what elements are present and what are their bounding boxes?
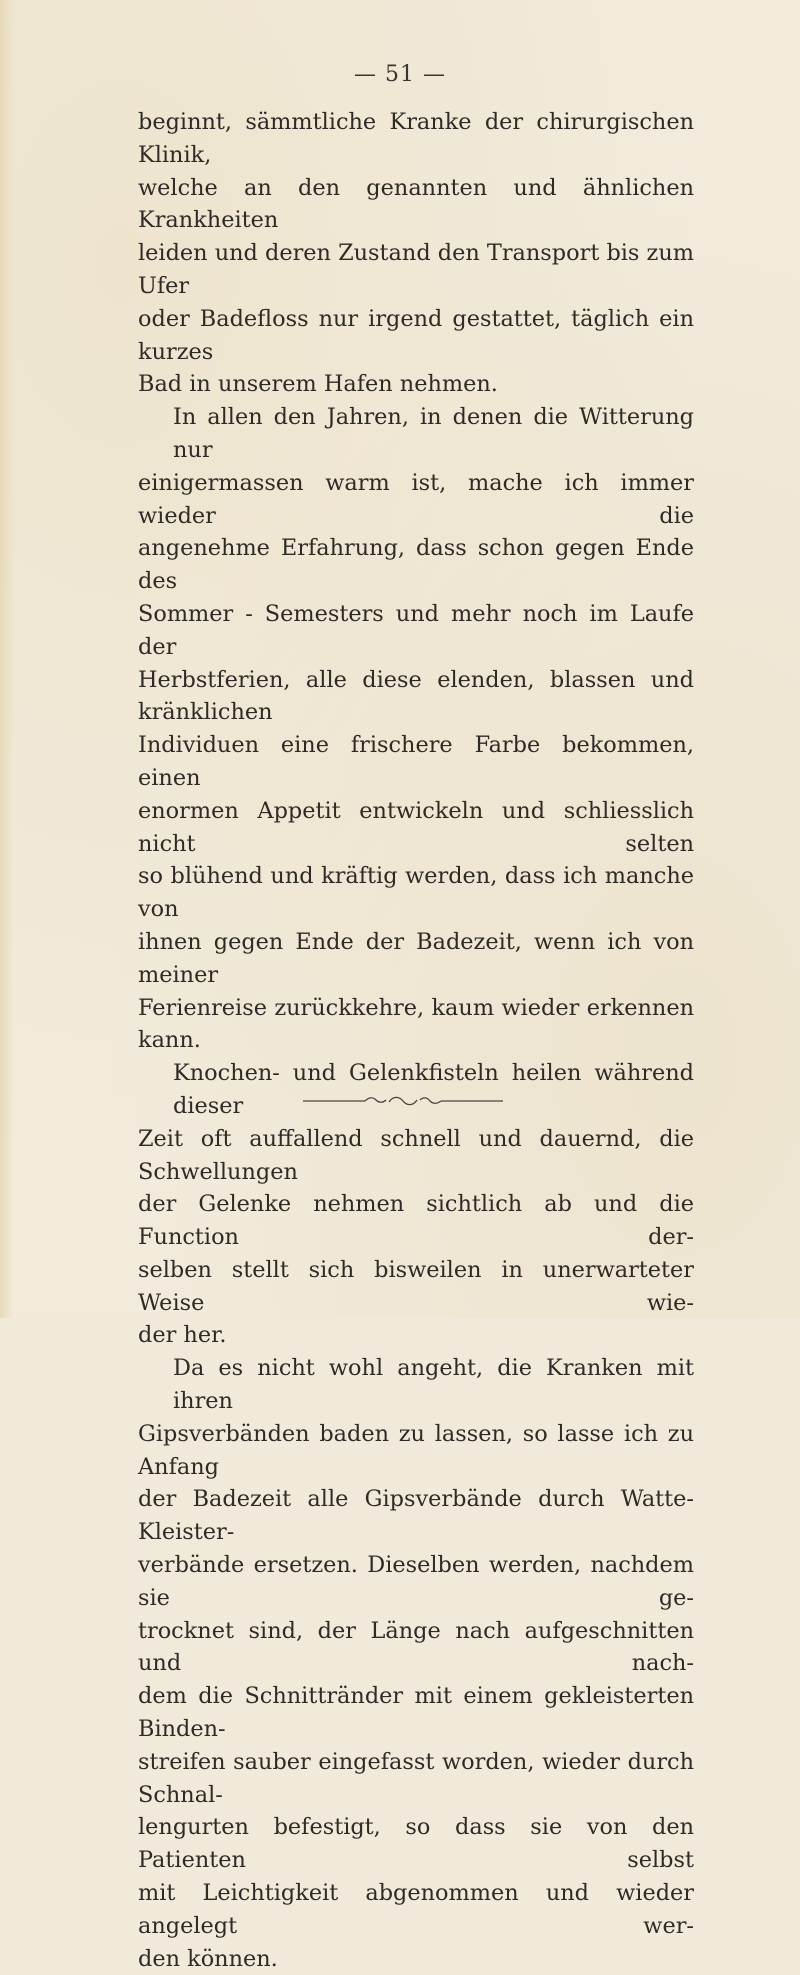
text-line: der Badezeit alle Gipsverbände durch Watte-Kleister- [138,1486,694,1546]
text-line: Zeit oft auffallend schnell und dauernd, die Schwellungen [138,1125,694,1185]
text-line: ihnen gegen Ende der Badezeit, wenn ich von meiner [138,928,694,988]
text-line: lengurten befestigt, so dass sie von den Patienten selbst [138,1814,694,1874]
text-line: Gipsverbänden baden zu lassen, so lasse ich zu Anfang [138,1420,694,1480]
text-line: streifen sauber eingefasst worden, wieder durch Schnal- [138,1748,694,1808]
text-line: der Gelenke nehmen sichtlich ab und die Function der- [138,1191,694,1251]
text-line: welche an den genannten und ähnlichen Krankheiten [138,174,694,234]
text-line: trocknet sind, der Länge nach aufgeschnitten und nach- [138,1617,694,1677]
text-line: oder Badefloss nur irgend gestattet, täglich ein kurzes [138,305,694,365]
paragraph-end-line: den können. [138,1945,278,1972]
text-line: so blühend und kräftig werden, dass ich manche von [138,863,694,923]
page-edge-shadow [0,0,14,1318]
body-text [138,106,694,1975]
text-line: verbände ersetzen. Dieselben werden, nachdem sie ge- [138,1552,694,1611]
paragraph-end-line: der her. [138,1322,227,1349]
text-line: mit Leichtigkeit abgenommen und wieder angelegt wer- [138,1880,694,1939]
text-line: Herbstferien, alle diese elenden, blassen und kränklichen [138,666,694,726]
text-line: Sommer - Semesters und mehr noch im Laufe der [138,600,694,660]
text-line: dem die Schnittränder mit einem gekleisterten Binden- [138,1683,694,1743]
text-line: Individuen eine frischere Farbe bekommen, einen [138,732,694,791]
text-line: beginnt, sämmtliche Kranke der chirurgischen Klinik, [138,109,694,168]
text-line: enormen Appetit entwickeln und schliesslich nicht selten [138,797,694,857]
paragraph-end-line: Ferienreise zurückkehre, kaum wieder erkennen kann. [138,994,694,1054]
page-number: — 51 — [354,62,446,87]
paragraph-start-line: In allen den Jahren, in denen die Witterung nur [173,404,694,463]
text-line: leiden und deren Zustand den Transport bis zum Ufer [138,240,694,299]
end-ornament-icon [303,1094,503,1108]
paragraph-start-line: Da es nicht wohl angeht, die Kranken mit ihren [173,1355,694,1415]
text-line: einigermassen warm ist, mache ich immer wieder die [138,469,694,529]
text-line: selben stellt sich bisweilen in unerwarteter Weise wie- [138,1256,694,1316]
paragraph-start-line: Knochen- und Gelenkfisteln heilen während dieser [173,1060,694,1119]
paragraph-end-line: Bad in unserem Hafen nehmen. [138,371,498,398]
text-line: angenehme Erfahrung, dass schon gegen Ende des [138,535,694,595]
